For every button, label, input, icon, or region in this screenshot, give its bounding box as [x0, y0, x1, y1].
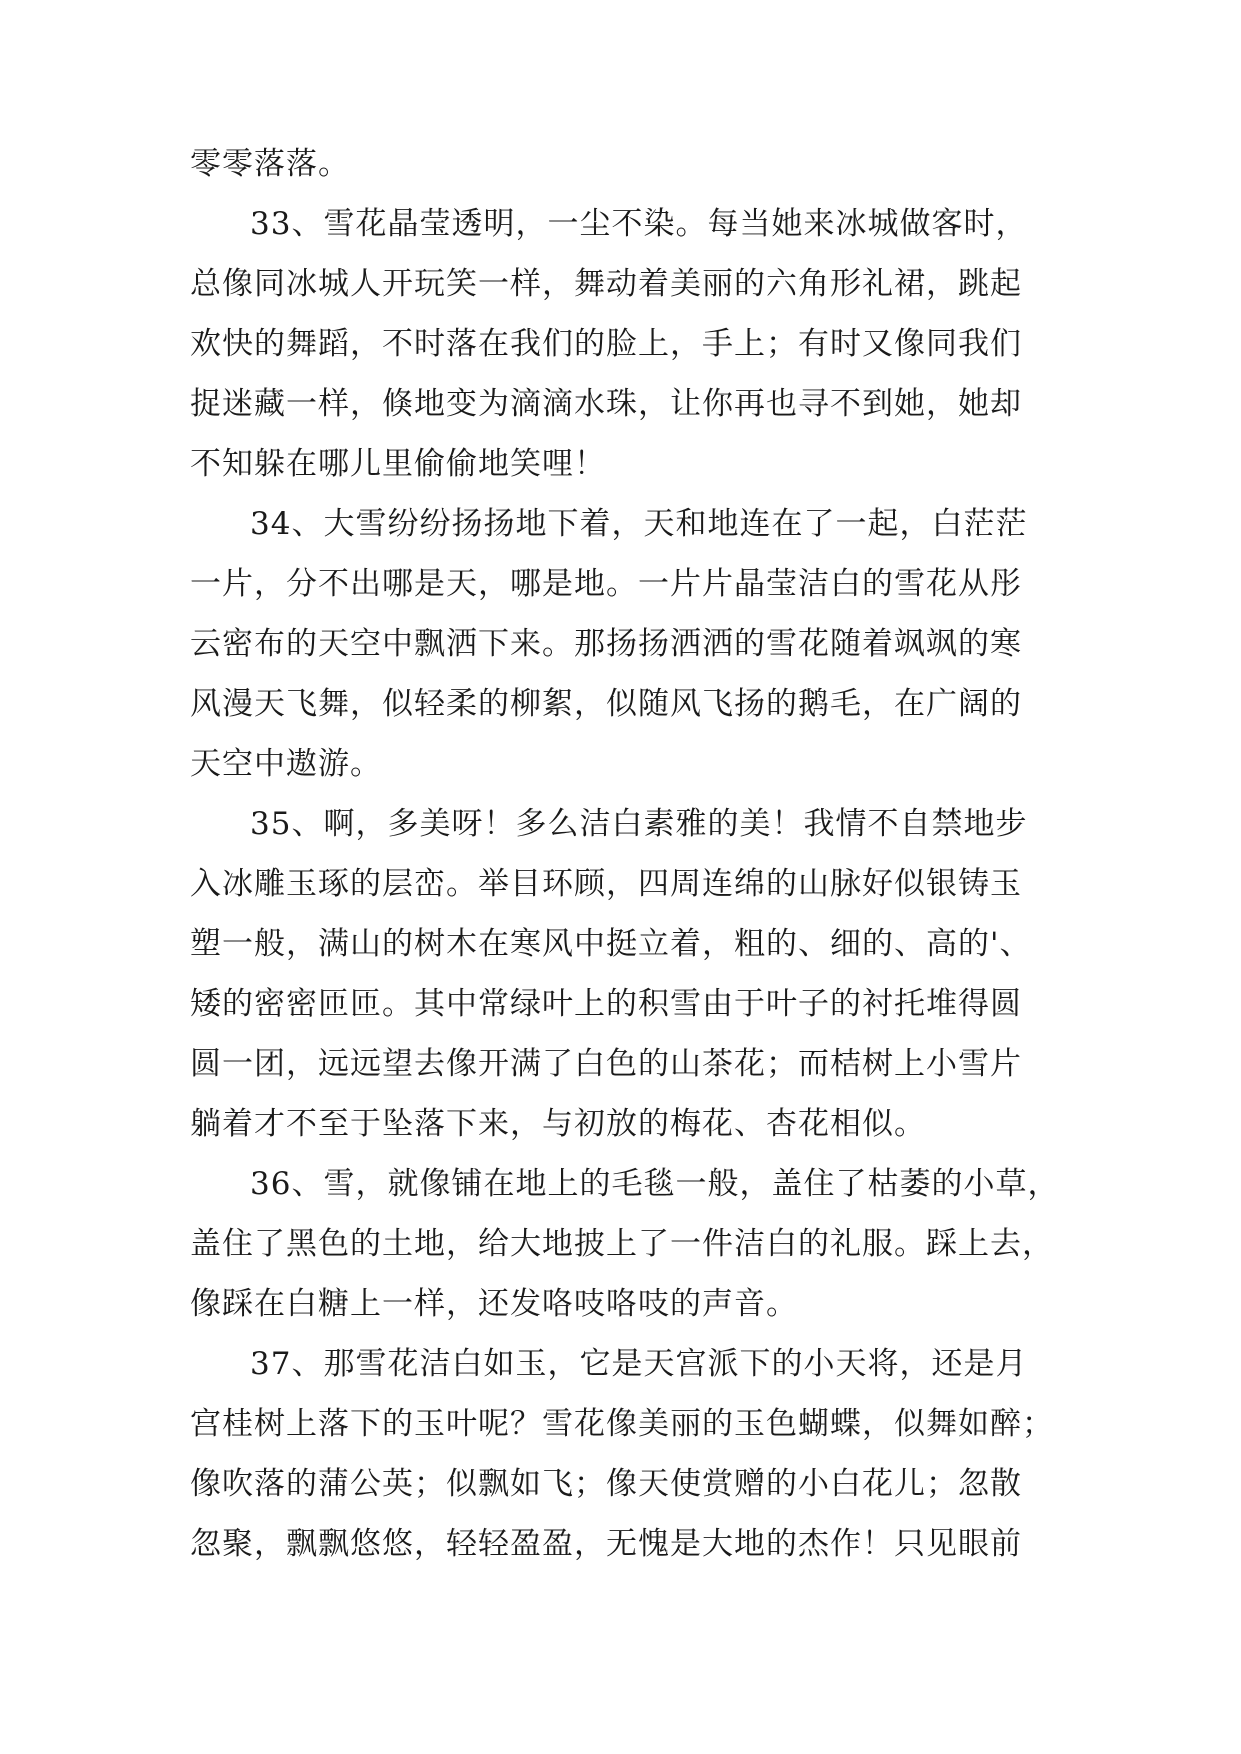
text-line: 捉迷藏一样，倏地变为滴滴水珠，让你再也寻不到她，她却 [190, 386, 1022, 422]
text-line: 云密布的天空中飘洒下来。那扬扬洒洒的雪花随着飒飒的寒 [190, 626, 1022, 662]
text-line: 一片，分不出哪是天，哪是地。一片片晶莹洁白的雪花从彤 [190, 566, 1022, 602]
text-line: 盖住了黑色的土地，给大地披上了一件洁白的礼服。踩上去， [190, 1226, 1054, 1262]
text-line: 入冰雕玉琢的层峦。举目环顾，四周连绵的山脉好似银铸玉 [190, 866, 1022, 902]
text-line: 总像同冰城人开玩笑一样，舞动着美丽的六角形礼裙，跳起 [190, 266, 1022, 302]
paragraph-35-first-line: 35、啊，多美呀！多么洁白素雅的美！我情不自禁地步 [250, 806, 1028, 842]
text-line: 不知躲在哪儿里偷偷地笑哩！ [190, 446, 606, 482]
text-line: 圆一团，远远望去像开满了白色的山茶花；而桔树上小雪片 [190, 1046, 1022, 1082]
text-line: 矮的密密匝匝。其中常绿叶上的积雪由于叶子的衬托堆得圆 [190, 986, 1022, 1022]
text-line: 塑一般，满山的树木在寒风中挺立着，粗的、细的、高的'、 [190, 926, 1032, 962]
paragraph-36-first-line: 36、雪，就像铺在地上的毛毯一般，盖住了枯萎的小草， [250, 1166, 1060, 1202]
text-line: 躺着才不至于坠落下来，与初放的梅花、杏花相似。 [190, 1106, 926, 1142]
paragraph-37-first-line: 37、那雪花洁白如玉，它是天宫派下的小天将，还是月 [250, 1346, 1028, 1382]
paragraph-34-first-line: 34、大雪纷纷扬扬地下着，天和地连在了一起，白茫茫 [250, 506, 1028, 542]
text-line: 宫桂树上落下的玉叶呢？雪花像美丽的玉色蝴蝶，似舞如醉； [190, 1406, 1054, 1442]
text-line: 欢快的舞蹈，不时落在我们的脸上，手上；有时又像同我们 [190, 326, 1022, 362]
paragraph-33-first-line: 33、雪花晶莹透明，一尘不染。每当她来冰城做客时， [250, 206, 1028, 242]
text-line: 天空中遨游。 [190, 746, 382, 782]
text-line: 忽聚，飘飘悠悠，轻轻盈盈，无愧是大地的杰作！只见眼前 [190, 1526, 1022, 1562]
text-line: 零零落落。 [190, 146, 350, 182]
text-line: 像吹落的蒲公英；似飘如飞；像天使赏赠的小白花儿；忽散 [190, 1466, 1022, 1502]
text-line: 风漫天飞舞，似轻柔的柳絮，似随风飞扬的鹅毛，在广阔的 [190, 686, 1022, 722]
text-line: 像踩在白糖上一样，还发咯吱咯吱的声音。 [190, 1286, 798, 1322]
